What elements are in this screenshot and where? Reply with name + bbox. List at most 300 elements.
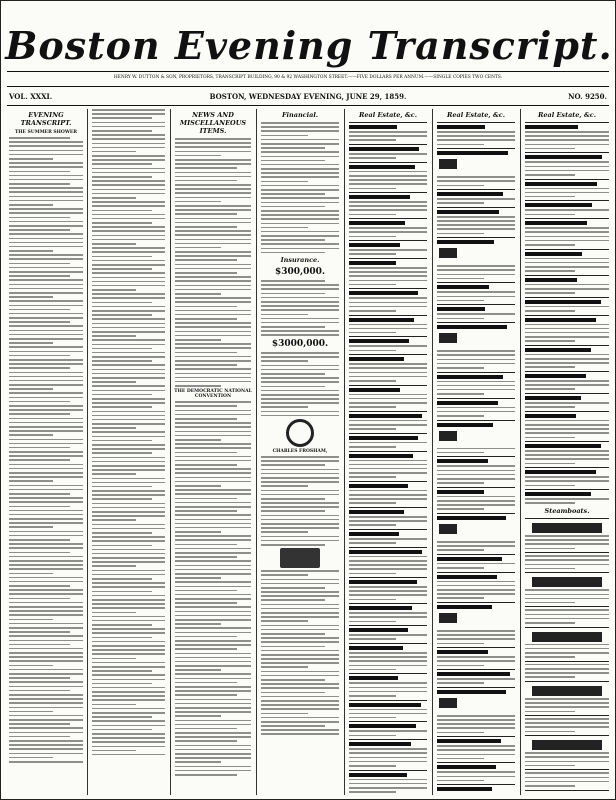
house-icon [439,524,457,534]
text-line [261,646,325,648]
text-line [349,188,396,190]
text-line [175,485,221,487]
column-4-text-a [259,122,341,253]
ad-heading [349,454,413,458]
text-line [92,285,165,287]
text-line [525,406,575,408]
text-line [437,643,484,645]
ad-heading [349,147,419,151]
text-line [175,285,251,287]
text-line [261,293,325,295]
text-line [175,493,251,495]
text-line [437,313,515,315]
text-line [349,153,427,155]
text-line [9,392,83,394]
text-line [9,455,83,457]
text-line [261,591,339,593]
text-line [175,418,237,420]
text-line [261,156,339,158]
text-line [9,744,83,746]
classified-ad [437,736,515,759]
text-line [175,761,221,763]
text-line [92,616,165,618]
classified-ad [349,577,427,600]
classified-ad [437,237,515,279]
classified-ad [525,467,609,486]
text-line [9,380,83,382]
text-line [9,610,83,612]
text-line [175,222,251,224]
ad-heading [349,357,404,361]
text-line [525,192,609,194]
text-line [9,330,83,332]
text-line [92,641,165,643]
text-line [9,606,83,608]
insurance-seal-icon [286,419,314,447]
text-line [9,376,83,378]
ad-heading [349,291,418,295]
text-line [175,234,251,236]
column-4-subheading: Insurance. [280,256,320,264]
classified-ad [349,451,427,478]
steamboat-ad [525,735,609,766]
text-line [9,384,83,386]
text-line [261,243,339,245]
text-line [175,314,251,316]
text-line [9,338,83,340]
column-divider [256,109,257,795]
text-line [9,137,70,139]
text-line [261,460,339,462]
text-line [349,695,396,697]
text-line [175,276,251,278]
classified-ad [349,336,427,351]
text-line [437,198,515,200]
text-line [9,275,70,277]
column-7-ads-a [523,122,611,504]
text-line [525,564,609,566]
text-line [9,656,83,658]
classified-ad [349,288,427,311]
text-line [261,411,339,413]
text-line [349,209,427,211]
text-line [261,696,339,698]
column-divider [432,109,433,795]
classified-ad [437,784,515,795]
text-line [349,420,427,422]
text-line [261,288,339,290]
text-line [175,611,251,613]
text-line [349,135,427,137]
text-line [349,560,427,562]
text-line [437,318,484,320]
text-line [175,661,251,663]
text-line [175,146,251,148]
text-line [9,208,83,210]
text-line [261,210,339,212]
text-line [175,690,251,692]
text-line [525,362,609,364]
text-line [525,568,575,570]
column-4-text-b [259,280,341,336]
text-line [261,502,339,504]
text-line [175,598,251,600]
text-line [92,561,165,563]
text-line [9,246,83,248]
text-line [261,515,339,517]
text-line [437,715,515,717]
text-line [437,745,515,747]
text-line [349,350,396,352]
text-line [437,202,484,204]
house-icon [439,698,457,708]
text-line [261,671,339,673]
classified-ad [349,122,427,141]
text-line [9,510,83,512]
text-line [92,666,165,668]
text-line [261,510,325,512]
house-icon [439,159,457,169]
text-line [525,231,609,233]
text-line [175,770,251,772]
issue-date: BOSTON, WEDNESDAY EVENING, JUNE 29, 1859. [209,92,407,101]
ad-heading [525,348,591,352]
text-line [175,477,251,479]
text-line [437,563,515,565]
text-line [261,692,325,694]
text-line [525,652,609,654]
text-line [175,732,251,734]
text-line [349,139,396,141]
text-line [525,402,609,404]
text-line [92,595,165,597]
text-line [437,139,515,141]
text-line [525,543,609,545]
text-line [261,579,339,581]
classified-ad [349,700,427,719]
text-line [175,297,251,299]
text-line [261,633,325,635]
text-line [437,508,484,510]
crafts-ad: CHARLES FROSHAM, [272,449,328,455]
ad-heading [349,414,422,418]
text-line [349,324,427,326]
masthead-rule [7,71,609,72]
text-line [175,590,237,592]
text-line [437,300,484,302]
text-line [92,143,165,145]
text-line [437,638,515,640]
text-line [525,559,609,561]
text-line [9,702,83,704]
text-line [92,364,165,366]
text-line [349,236,396,238]
text-line [261,733,339,735]
text-line [175,632,251,634]
text-line [349,345,427,347]
text-line [92,226,165,228]
text-line [92,490,165,492]
text-line [349,656,427,658]
text-line [92,452,152,454]
text-line [437,185,484,187]
text-line [175,560,251,562]
text-line [437,732,484,734]
text-line [349,205,427,207]
text-line [349,787,427,789]
text-line [437,678,515,680]
text-line [175,259,237,261]
column-3-text-b [173,401,253,775]
text-line [92,720,165,722]
text-line [261,654,339,656]
text-line [349,394,427,396]
text-line [437,176,515,178]
text-line [349,302,427,304]
ad-heading [349,676,398,680]
ad-heading [437,739,501,743]
ad-heading [437,672,510,676]
text-line [92,247,165,249]
text-line [92,628,165,630]
text-line [92,607,165,609]
text-line [9,372,83,374]
column-4-text-c [259,352,341,416]
text-line [525,644,609,646]
classified-ad [525,441,609,464]
column-7-ads-b [523,518,611,795]
text-line [92,515,165,517]
text-line [261,147,325,149]
classified-ad [349,529,427,544]
text-line [349,516,427,518]
text-line [9,183,70,185]
text-line [175,431,251,433]
text-line [9,669,83,671]
classified-ad [437,554,515,569]
text-line [9,677,70,679]
ad-heading [437,307,485,311]
text-line [525,266,609,268]
text-line [92,214,165,216]
text-line [525,785,575,787]
classified-ad [437,687,515,733]
text-line [9,229,70,231]
text-line [261,280,325,282]
steamship-icon [532,523,602,533]
text-line [349,524,396,526]
text-line [437,567,484,569]
text-line [261,494,339,496]
text-line [525,672,609,674]
ad-heading [349,436,418,440]
column-1-subheading: THE SUMMER SHOWER [14,130,78,135]
text-line [349,682,427,684]
text-line [92,712,165,714]
text-line [92,189,165,191]
text-line [437,389,515,391]
text-line [437,278,484,280]
text-line [175,352,237,354]
text-line [175,176,251,178]
text-line [175,364,237,366]
text-line [9,325,83,327]
text-line [525,170,609,172]
text-line [92,289,136,291]
text-line [9,359,83,361]
text-line [437,776,515,778]
text-line [175,565,251,567]
column-5-ads [347,122,429,795]
text-line [525,702,609,704]
text-line [92,147,165,149]
text-line [175,535,251,537]
text-line [525,761,609,763]
text-line [175,205,251,207]
text-line [175,405,237,407]
text-line [349,494,427,496]
text-line [437,634,515,636]
classified-ad [437,304,515,319]
text-line [175,322,251,324]
text-line [92,348,152,350]
text-line [175,414,251,416]
text-line [9,497,83,499]
text-line [92,398,165,400]
text-line [261,490,339,492]
text-line [437,545,515,547]
ad-heading [349,532,399,536]
text-line [92,335,136,337]
text-line [175,757,251,759]
text-line [175,426,251,428]
text-line [349,402,427,404]
text-line [525,722,609,724]
text-line [437,780,484,782]
text-line [175,682,237,684]
text-line [92,260,165,262]
text-line [92,695,165,697]
text-line [349,380,396,382]
classified-ad [437,572,515,599]
text-line [9,627,83,629]
text-line [175,335,251,337]
text-line [525,310,575,312]
text-line [92,390,165,392]
text-line [175,472,251,474]
text-line [525,772,609,774]
steamboat-ad [525,715,609,732]
text-line [525,340,575,342]
text-line [175,280,251,282]
text-line [9,577,83,579]
steamboat-ad [525,518,609,549]
classified-ad [437,602,515,644]
text-line [261,126,339,128]
text-line [9,464,83,466]
ad-heading [525,300,601,304]
text-line [349,310,396,312]
text-line [92,545,152,547]
classified-ad [437,398,515,417]
text-line [261,227,308,229]
text-line [525,589,609,591]
text-line [175,272,237,274]
text-line [261,239,325,241]
text-line [92,532,152,534]
classified-ad [349,433,427,448]
column-divider [520,109,521,795]
text-line [9,284,83,286]
text-line [175,573,251,575]
text-line [9,552,70,554]
text-line [261,164,339,166]
ad-heading [437,557,502,561]
text-line [9,589,83,591]
text-line [261,284,339,286]
text-line [175,678,251,680]
text-line [92,339,165,341]
text-line [437,367,484,369]
text-line [92,431,165,433]
text-line [9,568,83,570]
column-3-text-a [173,138,253,387]
text-line [525,420,609,422]
text-line [349,568,427,570]
text-line [349,556,427,558]
text-line [175,774,237,776]
text-line [9,501,83,503]
text-line [261,485,308,487]
classified-ad [349,144,427,159]
text-line [92,457,165,459]
text-line [9,652,83,654]
text-line [92,306,165,308]
text-line [525,196,575,198]
text-line [9,434,53,436]
text-line [349,271,427,273]
text-line [175,180,237,182]
ad-heading [437,401,498,405]
text-line [437,549,484,551]
text-line [92,549,165,551]
text-line [92,394,152,396]
text-line [437,496,515,498]
text-line [525,698,609,700]
text-line [437,291,515,293]
classified-ad [525,122,609,149]
text-line [261,373,325,375]
text-line [261,398,339,400]
classified-ad [437,487,515,510]
classified-ad [437,322,515,368]
text-line [92,176,152,178]
text-line [525,388,575,390]
text-line [175,151,251,153]
ad-heading [437,125,485,129]
text-line [175,213,237,215]
text-line [92,126,165,128]
text-line [9,422,83,424]
text-line [9,321,70,323]
text-line [9,305,83,307]
text-line [261,139,339,141]
text-line [525,602,575,604]
classified-ad [349,192,427,215]
text-line [175,745,251,747]
text-line [349,660,427,662]
text-line [175,197,251,199]
